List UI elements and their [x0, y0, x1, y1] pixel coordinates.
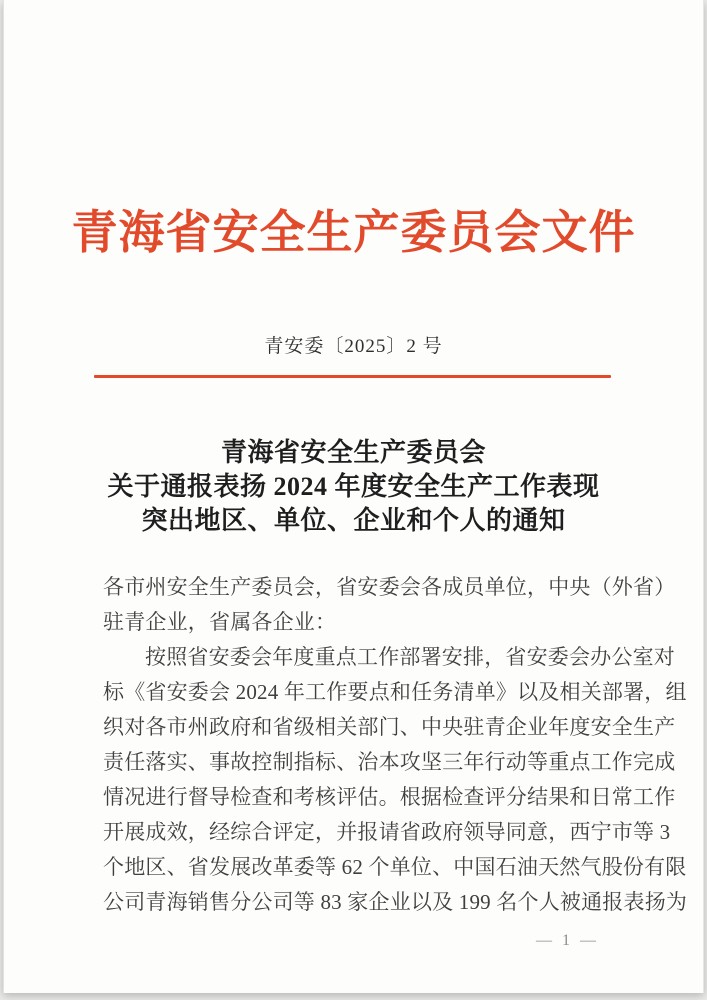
body-line: 个地区、省发展改革委等 62 个单位、中国石油天然气股份有限 — [103, 855, 687, 879]
document-body — [103, 570, 688, 920]
document-number: 青安委〔2025〕2 号 — [264, 336, 443, 357]
body-line: 公司青海销售分公司等 83 家企业以及 199 名个人被通报表扬为 — [103, 890, 688, 914]
body-line: 开展成效，经综合评定，并报请省政府领导同意，西宁市等 3 — [103, 820, 671, 844]
body-line: 驻青企业，省属各企业： — [103, 610, 337, 634]
document-page — [3, 0, 704, 993]
notice-title-line-1: 青海省安全生产委员会 — [220, 438, 486, 467]
page-number: — 1 — — [536, 932, 599, 949]
document-header-title: 青海省安全生产委员会文件 — [71, 207, 636, 258]
body-line: 各市州安全生产委员会，省安委会各成员单位，中央（外省） — [103, 575, 676, 599]
body-line: 情况进行督导检查和考核评估。根据检查评分结果和日常工作 — [103, 785, 676, 809]
notice-title-line-3: 突出地区、单位、企业和个人的通知 — [141, 506, 566, 535]
notice-title-line-2: 关于通报表扬 2024 年度安全生产工作表现 — [107, 472, 600, 501]
notice-title — [4, 436, 703, 538]
body-line: 按照省安委会年度重点工作部署安排，省安委会办公室对 — [145, 645, 675, 669]
body-line: 织对各市州政府和省级相关部门、中央驻青企业年度安全生产 — [103, 715, 676, 739]
body-line: 标《省安委会 2024 年工作要点和任务清单》以及相关部署，组 — [103, 680, 687, 704]
body-line: 责任落实、事故控制指标、治本攻坚三年行动等重点工作完成 — [103, 750, 676, 774]
red-divider-line — [94, 375, 611, 378]
